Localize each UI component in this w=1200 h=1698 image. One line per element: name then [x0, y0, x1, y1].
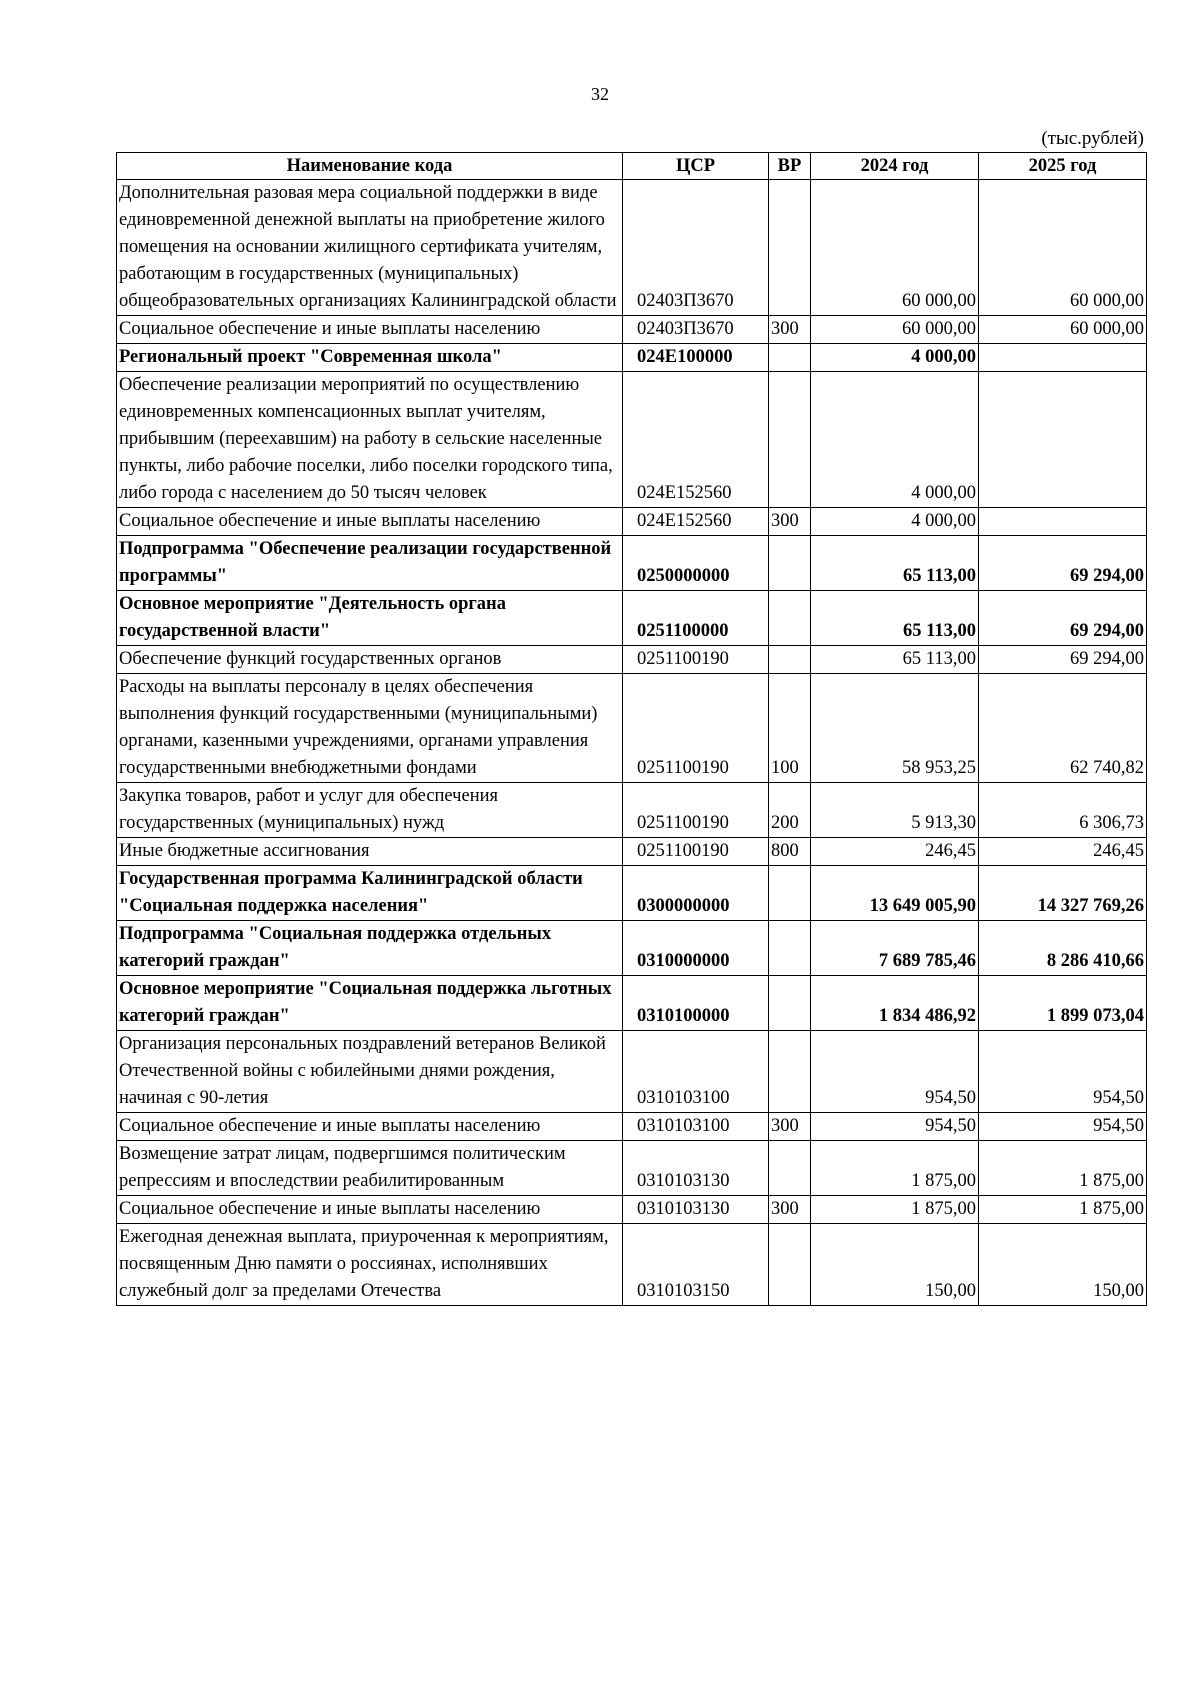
cell-csr: 0310000000	[623, 921, 769, 976]
cell-vr	[769, 344, 811, 372]
cell-2024: 5 913,30	[811, 783, 979, 838]
cell-csr: 0310100000	[623, 976, 769, 1031]
table-row	[117, 591, 1147, 646]
table-row	[117, 921, 1147, 976]
table-row	[117, 783, 1147, 838]
cell-csr: 0251100190	[623, 783, 769, 838]
cell-2024: 246,45	[811, 838, 979, 866]
cell-2025	[979, 372, 1147, 508]
table-row	[117, 536, 1147, 591]
cell-2024: 1 834 486,92	[811, 976, 979, 1031]
cell-csr: 0310103130	[623, 1141, 769, 1196]
table-row	[117, 1196, 1147, 1224]
cell-vr	[769, 1224, 811, 1306]
cell-2025: 60 000,00	[979, 316, 1147, 344]
cell-name: Расходы на выплаты персоналу в целях обеспечения выполнения функций государственными (муниципальными) органами, казенными учреждениями, органами управления государственными внебюджетными фондами	[117, 674, 623, 783]
cell-vr	[769, 591, 811, 646]
cell-name: Социальное обеспечение и иные выплаты населению	[117, 1196, 623, 1224]
budget-table	[116, 152, 1147, 1306]
table-row	[117, 838, 1147, 866]
cell-vr: 800	[769, 838, 811, 866]
cell-2025: 14 327 769,26	[979, 866, 1147, 921]
cell-2025	[979, 344, 1147, 372]
cell-2025: 69 294,00	[979, 646, 1147, 674]
cell-csr: 0300000000	[623, 866, 769, 921]
cell-vr: 200	[769, 783, 811, 838]
table-body	[117, 180, 1147, 1306]
table-row	[117, 180, 1147, 316]
table-row	[117, 866, 1147, 921]
cell-2024: 1 875,00	[811, 1141, 979, 1196]
table-row	[117, 1113, 1147, 1141]
table-row	[117, 1141, 1147, 1196]
cell-2025: 954,50	[979, 1113, 1147, 1141]
cell-2025: 6 306,73	[979, 783, 1147, 838]
cell-name: Основное мероприятие "Деятельность органа государственной власти"	[117, 591, 623, 646]
cell-csr: 0310103130	[623, 1196, 769, 1224]
cell-name: Подпрограмма "Обеспечение реализации государственной программы"	[117, 536, 623, 591]
cell-2024: 65 113,00	[811, 591, 979, 646]
cell-name: Возмещение затрат лицам, подвергшимся политическим репрессиям и впоследствии реабилитированным	[117, 1141, 623, 1196]
cell-csr: 024Е152560	[623, 508, 769, 536]
cell-name: Основное мероприятие "Социальная поддержка льготных категорий граждан"	[117, 976, 623, 1031]
cell-vr	[769, 180, 811, 316]
cell-csr: 0250000000	[623, 536, 769, 591]
cell-vr	[769, 976, 811, 1031]
cell-vr	[769, 646, 811, 674]
cell-2024: 60 000,00	[811, 180, 979, 316]
cell-vr: 300	[769, 1196, 811, 1224]
cell-name: Региональный проект "Современная школа"	[117, 344, 623, 372]
cell-2025: 60 000,00	[979, 180, 1147, 316]
table-row	[117, 674, 1147, 783]
cell-2024: 4 000,00	[811, 508, 979, 536]
cell-2024: 13 649 005,90	[811, 866, 979, 921]
cell-csr: 024Е100000	[623, 344, 769, 372]
cell-name: Иные бюджетные ассигнования	[117, 838, 623, 866]
cell-2025: 1 875,00	[979, 1196, 1147, 1224]
cell-vr: 300	[769, 1113, 811, 1141]
table-row	[117, 646, 1147, 674]
cell-csr: 024Е152560	[623, 372, 769, 508]
cell-vr: 100	[769, 674, 811, 783]
cell-2025	[979, 508, 1147, 536]
cell-name: Государственная программа Калининградской области "Социальная поддержка населения"	[117, 866, 623, 921]
cell-2024: 60 000,00	[811, 316, 979, 344]
header-name: Наименование кода	[117, 153, 623, 180]
cell-vr	[769, 536, 811, 591]
table-row	[117, 316, 1147, 344]
header-2025: 2025 год	[979, 153, 1147, 180]
cell-2025: 69 294,00	[979, 536, 1147, 591]
cell-2024: 150,00	[811, 1224, 979, 1306]
cell-csr: 02403П3670	[623, 316, 769, 344]
cell-2025: 246,45	[979, 838, 1147, 866]
cell-csr: 0310103150	[623, 1224, 769, 1306]
cell-vr	[769, 372, 811, 508]
cell-name: Ежегодная денежная выплата, приуроченная к мероприятиям, посвященным Дню памяти о россиянах, исполнявших служебный долг за пределами Отечества	[117, 1224, 623, 1306]
cell-csr: 0251100190	[623, 646, 769, 674]
header-2024: 2024 год	[811, 153, 979, 180]
cell-name: Социальное обеспечение и иные выплаты населению	[117, 1113, 623, 1141]
cell-name: Социальное обеспечение и иные выплаты населению	[117, 508, 623, 536]
units-label: (тыс.рублей)	[1041, 128, 1144, 149]
cell-name: Организация персональных поздравлений ветеранов Великой Отечественной войны с юбилейными днями рождения, начиная с 90-летия	[117, 1031, 623, 1113]
cell-2025: 150,00	[979, 1224, 1147, 1306]
cell-csr: 0251100190	[623, 838, 769, 866]
cell-name: Дополнительная разовая мера социальной поддержки в виде единовременной денежной выплаты на приобретение жилого помещения на основании жилищного сертификата учителям, работающим в государственных (муниципальных) общеобразовательных организациях Калининградской области	[117, 180, 623, 316]
table-row	[117, 1224, 1147, 1306]
cell-2025: 69 294,00	[979, 591, 1147, 646]
cell-2024: 4 000,00	[811, 372, 979, 508]
cell-vr	[769, 921, 811, 976]
cell-2025: 1 899 073,04	[979, 976, 1147, 1031]
cell-name: Социальное обеспечение и иные выплаты населению	[117, 316, 623, 344]
cell-vr: 300	[769, 508, 811, 536]
cell-2024: 65 113,00	[811, 536, 979, 591]
cell-vr	[769, 1141, 811, 1196]
cell-name: Закупка товаров, работ и услуг для обеспечения государственных (муниципальных) нужд	[117, 783, 623, 838]
table-row	[117, 508, 1147, 536]
cell-name: Обеспечение функций государственных органов	[117, 646, 623, 674]
table-row	[117, 372, 1147, 508]
cell-csr: 0251100190	[623, 674, 769, 783]
table-row	[117, 976, 1147, 1031]
cell-name: Подпрограмма "Социальная поддержка отдельных категорий граждан"	[117, 921, 623, 976]
header-vr: ВР	[769, 153, 811, 180]
cell-2024: 1 875,00	[811, 1196, 979, 1224]
cell-vr	[769, 1031, 811, 1113]
cell-csr: 02403П3670	[623, 180, 769, 316]
cell-2025: 62 740,82	[979, 674, 1147, 783]
cell-csr: 0310103100	[623, 1113, 769, 1141]
cell-2024: 7 689 785,46	[811, 921, 979, 976]
cell-csr: 0251100000	[623, 591, 769, 646]
cell-vr: 300	[769, 316, 811, 344]
cell-vr	[769, 866, 811, 921]
cell-2024: 4 000,00	[811, 344, 979, 372]
cell-2025: 954,50	[979, 1031, 1147, 1113]
cell-name: Обеспечение реализации мероприятий по осуществлению единовременных компенсационных выплат учителям, прибывшим (переехавшим) на работу в сельские населенные пункты, либо рабочие поселки, либо поселки городского типа, либо города с населением до 50 тысяч человек	[117, 372, 623, 508]
cell-2024: 58 953,25	[811, 674, 979, 783]
page-number: 32	[591, 84, 609, 104]
cell-2025: 1 875,00	[979, 1141, 1147, 1196]
table-row	[117, 344, 1147, 372]
header-csr: ЦСР	[623, 153, 769, 180]
cell-2024: 65 113,00	[811, 646, 979, 674]
cell-2025: 8 286 410,66	[979, 921, 1147, 976]
cell-csr: 0310103100	[623, 1031, 769, 1113]
table-row	[117, 1031, 1147, 1113]
table-header-row	[117, 153, 1147, 180]
cell-2024: 954,50	[811, 1031, 979, 1113]
cell-2024: 954,50	[811, 1113, 979, 1141]
